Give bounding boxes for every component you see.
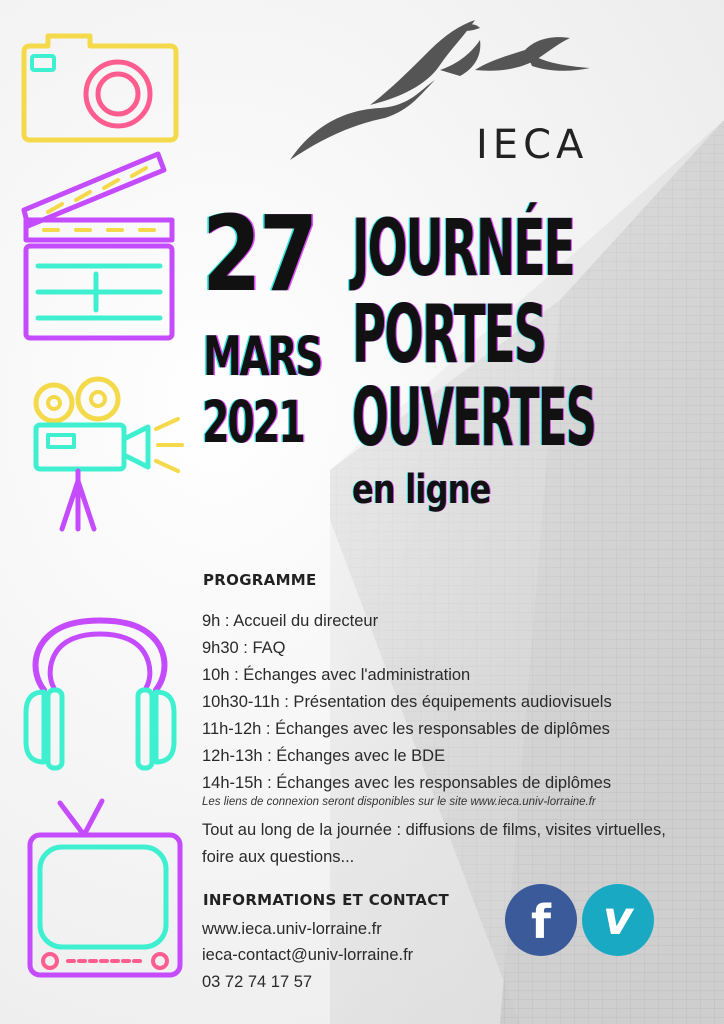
programme-item: 9h : Accueil du directeur	[202, 612, 379, 630]
programme-item: 11h-12h : Échanges avec les responsables de diplômes	[202, 720, 610, 738]
vimeo-icon[interactable]	[582, 884, 654, 956]
programme-item: 14h-15h : Échanges avec les responsables de diplômes	[202, 774, 612, 792]
event-title-line: JOURNÉE	[352, 204, 574, 294]
programme-item: 10h30-11h : Présentation des équipements audiovisuels	[202, 693, 612, 711]
brand-name: IECA	[476, 122, 589, 168]
event-title-line: OUVERTES	[352, 371, 596, 464]
event-title-line: PORTES	[352, 288, 546, 381]
programme-list	[202, 608, 712, 797]
contact-website-link[interactable]: www.ieca.univ-lorraine.fr	[202, 920, 382, 938]
facebook-icon[interactable]	[505, 884, 577, 956]
television-icon	[24, 795, 184, 995]
event-day: 27	[202, 193, 316, 315]
programme-item: 12h-13h : Échanges avec le BDE	[202, 747, 446, 765]
event-subtitle: en ligne	[352, 467, 491, 513]
programme-item: 10h : Échanges avec l'administration	[202, 666, 471, 684]
headphones-icon	[20, 612, 180, 782]
event-year: 2021	[202, 388, 304, 456]
facebook-glyph: f	[530, 895, 551, 949]
contact-phone: 03 72 74 17 57	[202, 973, 313, 991]
contact-email-link[interactable]: ieca-contact@univ-lorraine.fr	[202, 946, 414, 964]
programme-extra: Tout au long de la journée : diffusions de films, visites virtuelles, foire aux questions...	[202, 821, 666, 866]
film-camera-icon	[28, 375, 188, 540]
vimeo-glyph: v	[603, 891, 633, 945]
camera-icon	[20, 18, 180, 153]
programme-item: 9h30 : FAQ	[202, 639, 286, 657]
event-month: MARS	[203, 325, 322, 388]
programme-heading: PROGRAMME	[203, 571, 317, 589]
clapperboard-icon	[18, 150, 178, 350]
programme-note: Les liens de connexion seront disponibles sur le site www.ieca.univ-lorraine.fr	[202, 796, 596, 808]
contact-heading: INFORMATIONS ET CONTACT	[203, 891, 450, 909]
